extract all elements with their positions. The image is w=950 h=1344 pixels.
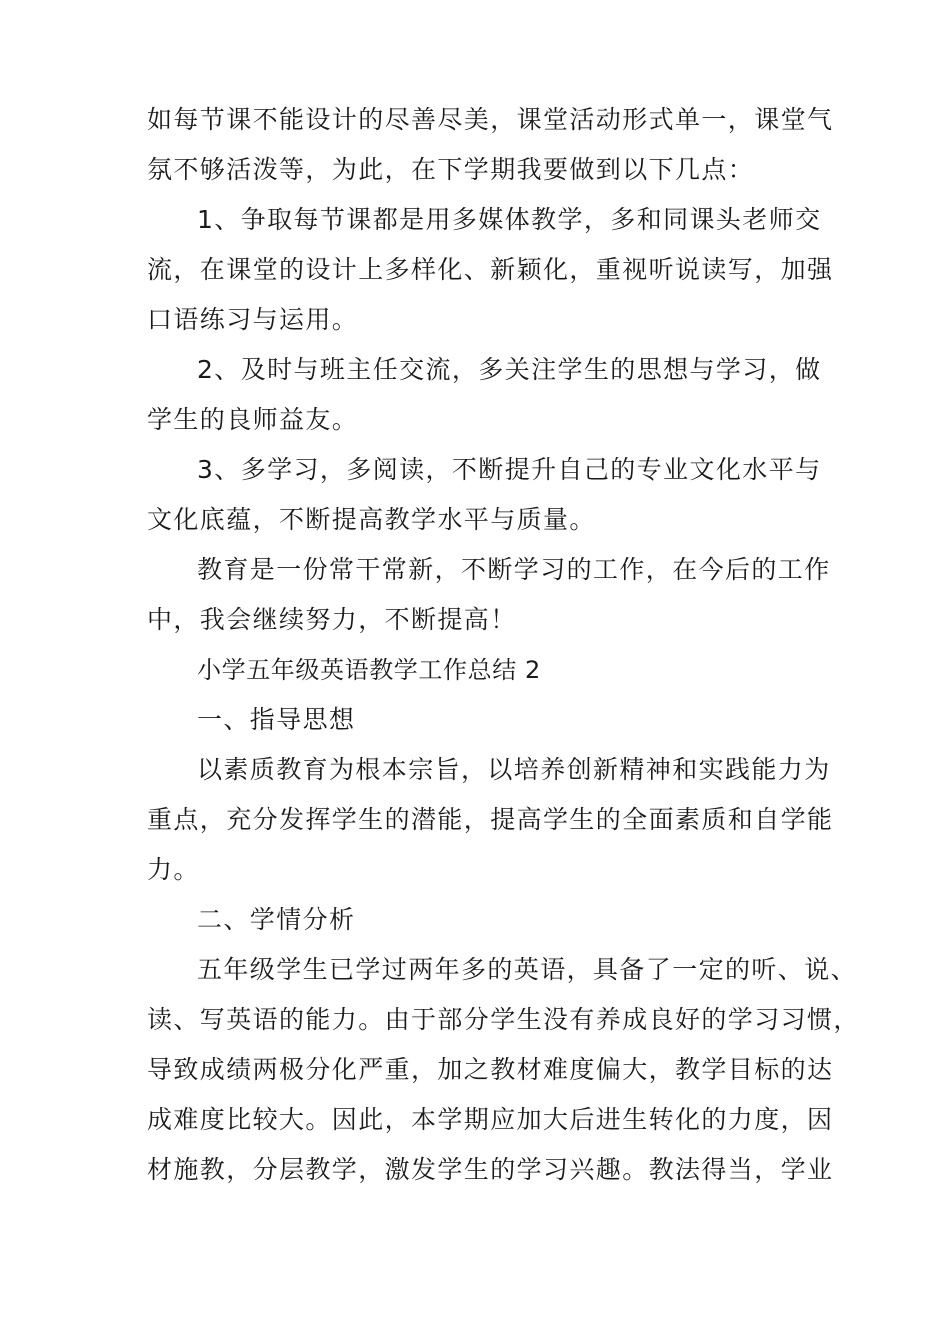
paragraph-line: 氛不够活泼等，为此，在下学期我要做到以下几点：	[147, 155, 755, 184]
paragraph-line: 流，在课堂的设计上多样化、新颖化，重视听说读写，加强	[147, 255, 834, 284]
subsection-heading: 一、指导思想	[197, 705, 356, 734]
paragraph-line: 教育是一份常干常新，不断学习的工作，在今后的工作	[197, 555, 831, 584]
paragraph-line: 重点，充分发挥学生的潜能，提高学生的全面素质和自学能	[147, 805, 834, 834]
paragraph-line: 五年级学生已学过两年多的英语，具备了一定的听、说、	[197, 955, 858, 984]
paragraph-line: 学生的良师益友。	[147, 405, 359, 434]
list-item-1-line: 1、争取每节课都是用多媒体教学，多和同课头老师交	[197, 205, 822, 234]
paragraph-line: 导致成绩两极分化严重，加之教材难度偏大，教学目标的达	[147, 1055, 834, 1084]
subsection-heading: 二、学情分析	[197, 905, 356, 934]
paragraph-line: 如每节课不能设计的尽善尽美，课堂活动形式单一，课堂气	[147, 105, 834, 134]
section-title: 小学五年级英语教学工作总结 2	[197, 656, 541, 684]
paragraph-line: 成难度比较大。因此，本学期应加大后进生转化的力度，因	[147, 1105, 834, 1134]
paragraph-line: 以素质教育为根本宗旨，以培养创新精神和实践能力为	[197, 755, 831, 784]
paragraph-line: 中，我会继续努力，不断提高！	[147, 605, 517, 634]
paragraph-line: 文化底蕴，不断提高教学水平与质量。	[147, 505, 596, 534]
list-item-3-line: 3、多学习，多阅读，不断提升自己的专业文化水平与	[197, 455, 822, 484]
paragraph-line: 材施教，分层教学，激发学生的学习兴趣。教法得当，学业	[147, 1155, 834, 1184]
list-item-2-line: 2、及时与班主任交流，多关注学生的思想与学习，做	[197, 355, 822, 384]
paragraph-line: 读、写英语的能力。由于部分学生没有养成良好的学习习惯，	[147, 1005, 860, 1034]
paragraph-line: 口语练习与运用。	[147, 305, 359, 334]
paragraph-line: 力。	[147, 855, 200, 884]
